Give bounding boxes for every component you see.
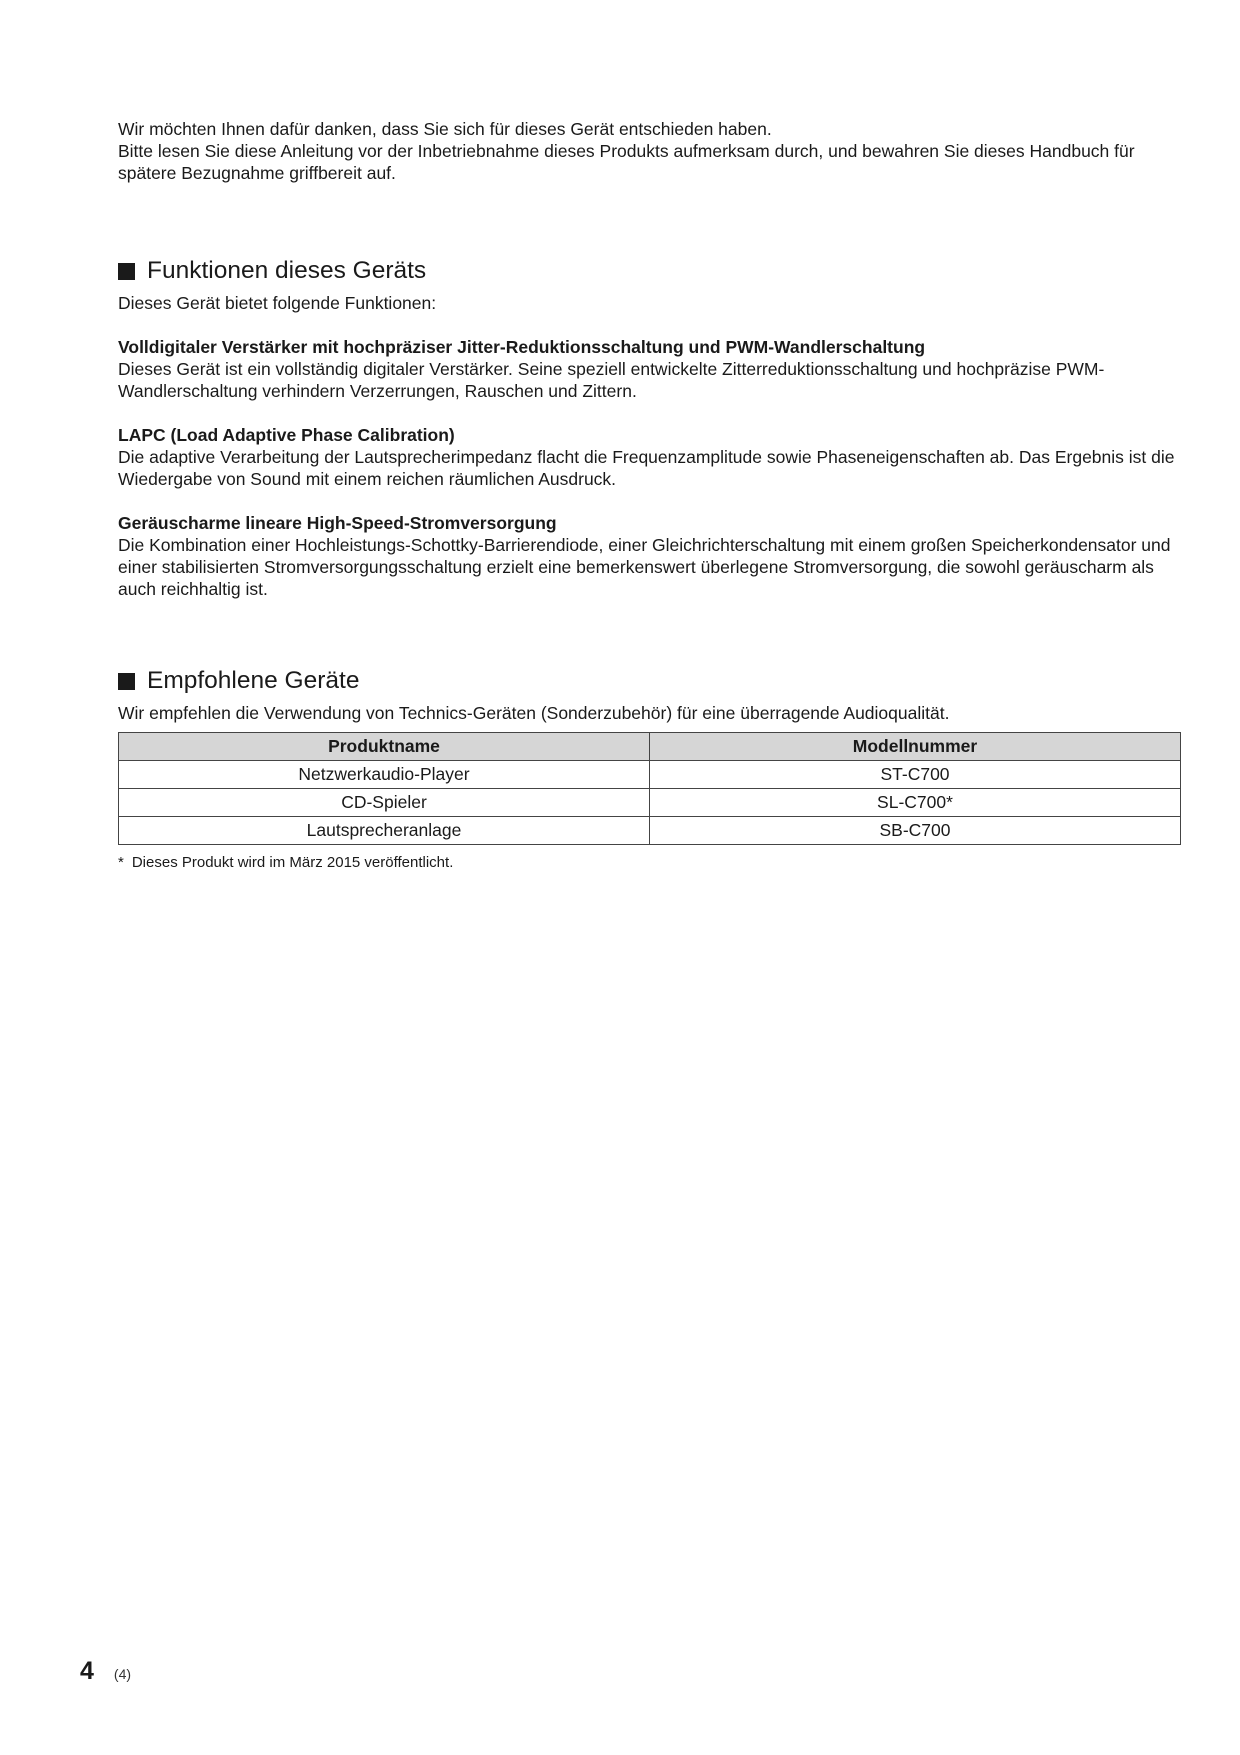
feature-title: Geräuscharme lineare High-Speed-Stromversorgung — [118, 513, 557, 533]
square-bullet-icon — [118, 263, 135, 280]
table-row — [119, 761, 1181, 789]
intro-line-2: Bitte lesen Sie diese Anleitung vor der Inbetriebnahme dieses Produkts aufmerksam durch, und bewahren Sie dieses Handbuch für spätere Bezugnahme griffbereit auf. — [118, 141, 1135, 183]
features-heading — [118, 256, 1180, 286]
intro-line-1: Wir möchten Ihnen dafür danken, dass Sie sich für dieses Gerät entschieden haben. — [118, 119, 772, 139]
feature-item — [118, 424, 1180, 490]
product-name-cell: Netzwerkaudio-Player — [119, 761, 650, 789]
page-number — [80, 1657, 131, 1686]
square-bullet-icon — [118, 673, 135, 690]
table-row — [119, 789, 1181, 817]
feature-text: Die adaptive Verarbeitung der Lautsprecherimpedanz flacht die Frequenzamplitude sowie Phaseneigenschaften ab. Das Ergebnis ist die Wiedergabe von Sound mit einem reichen räumlichen Ausdruck. — [118, 447, 1175, 489]
footnote-mark: * — [118, 854, 124, 871]
feature-item — [118, 512, 1180, 600]
feature-text: Dieses Gerät ist ein vollständig digitaler Verstärker. Seine speziell entwickelte Zitterreduktionsschaltung und hochpräzise PWM-Wandlerschaltung verhindern Verzerrungen, Rauschen und Zittern. — [118, 359, 1105, 401]
product-name-cell: Lautsprecheranlage — [119, 817, 650, 845]
recommended-intro: Wir empfehlen die Verwendung von Technics-Geräten (Sonderzubehör) für eine überragende Audioqualität. — [118, 703, 950, 723]
model-number-cell: ST-C700 — [650, 761, 1181, 789]
product-name-cell: CD-Spieler — [119, 789, 650, 817]
table-row — [119, 817, 1181, 845]
feature-title: LAPC (Load Adaptive Phase Calibration) — [118, 425, 455, 445]
page-number-sub: (4) — [113, 1666, 132, 1682]
recommended-devices-table — [118, 732, 1181, 845]
footnote — [118, 853, 1180, 873]
model-number-cell: SL-C700* — [650, 789, 1181, 817]
recommended-heading-text: Empfohlene Geräte — [147, 667, 360, 694]
intro-section — [118, 118, 1180, 184]
page-content — [118, 118, 1180, 888]
features-intro: Dieses Gerät bietet folgende Funktionen: — [118, 293, 437, 313]
column-header-model: Modellnummer — [650, 733, 1181, 761]
recommended-heading — [118, 666, 1180, 696]
model-number-cell: SB-C700 — [650, 817, 1181, 845]
feature-text: Die Kombination einer Hochleistungs-Schottky-Barrierendiode, einer Gleichrichterschaltung mit einem großen Speicherkondensator und einer stabilisierten Stromversorgungsschaltung erzielt eine bemerkenswert überlegene Stromversorgung, die sowohl geräuscharm als auch reichhaltig ist. — [118, 535, 1171, 599]
table-header-row — [119, 733, 1181, 761]
footnote-text: Dieses Produkt wird im März 2015 veröffentlicht. — [131, 854, 454, 871]
features-heading-text: Funktionen dieses Geräts — [147, 257, 427, 284]
feature-title: Volldigitaler Verstärker mit hochpräziser Jitter-Reduktionsschaltung und PWM-Wandlerschaltung — [118, 337, 926, 357]
column-header-product: Produktname — [119, 733, 650, 761]
feature-item — [118, 336, 1180, 402]
page-number-main: 4 — [80, 1657, 94, 1685]
